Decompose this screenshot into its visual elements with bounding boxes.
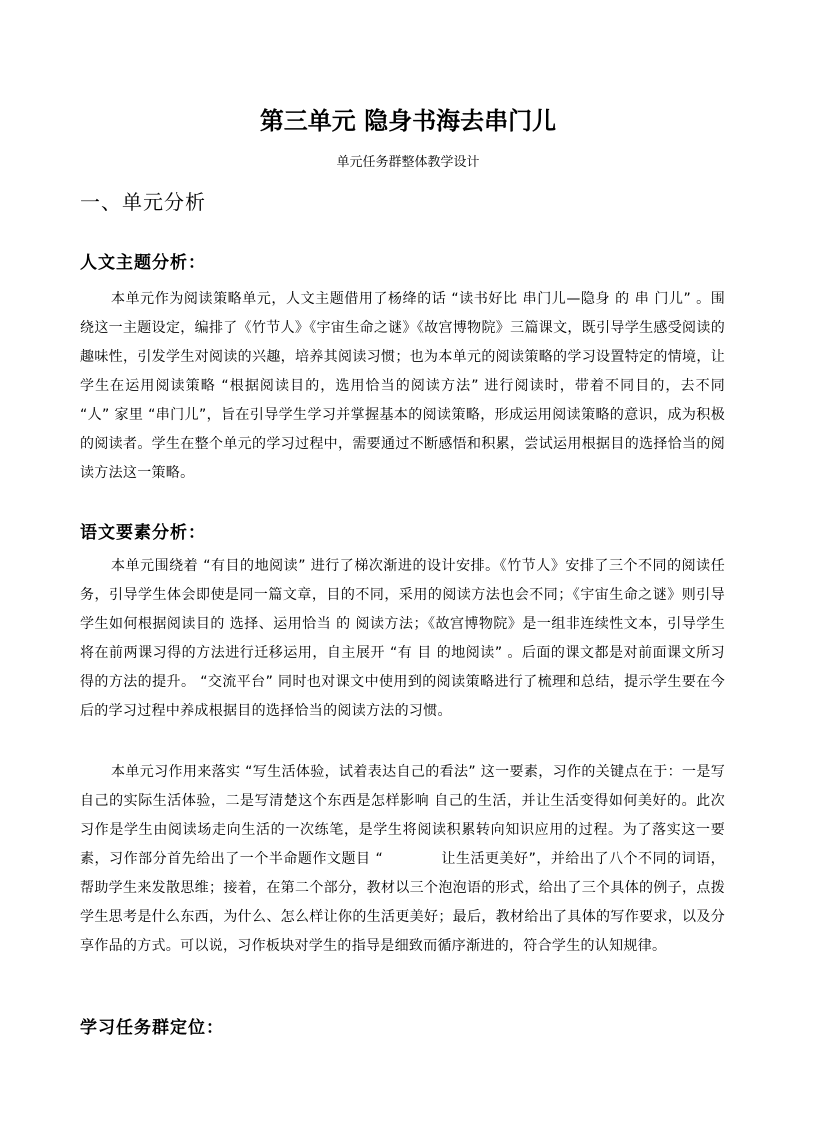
section-heading-unit-analysis: 一、单元分析 xyxy=(80,190,206,214)
paragraph-reading-strategy: 本单元围绕着 “有目的地阅读” 进行了梯次渐进的设计安排。《竹节人》安排了三个不同的阅读任务，引导学生体会即使是同一篇文章，目的不同，采用的阅读方法也会不同；《宇宙生命之谜》则引导学生如何根据阅读目的 选择、运用恰当 的 阅读方法；《故宫博物院》是一组非连续性文本，引导学生将在前两课习得的方法进行迁移运用，自主展开 “有 目 的地阅读” 。后面的课文都是对前面课文所习得的方法的提升。 “交流平台” 同时也对课文中使用到的阅读策略进行了梳理和总结，提示学生要在今后的学习过程中养成根据目的选择恰当的阅读方法的习惯。 xyxy=(80,558,725,719)
subsection-heading-language-elements: 语文要素分析： xyxy=(80,523,206,543)
paragraph-humanistic-theme: 本单元作为阅读策略单元，人文主题借用了杨绛的话 “读书好比 串门儿—隐身 的 串 门儿” 。围绕这一主题设定，编排了《竹节人》《宇宙生命之谜》《故宫博物院》三篇课文，既引导学生感受阅读的趣味性，引发学生对阅读的兴趣，培养其阅读习惯；也为本单元的阅读策略的学习设置特定的情境，让学生在运用阅读策略 “根据阅读目的，选用恰当的阅读方法” 进行阅读时，带着不同目的，去不同 “人” 家里 “串门儿”，旨在引导学生学习并掌握基本的阅读策略，形成运用阅读策略的意识，成为积极的阅读者。学生在整个单元的学习过程中，需要通过不断感悟和积累，尝试运用根据目的选择恰当的阅读方法这一策略。 xyxy=(80,291,725,481)
subsection-heading-task-group-positioning: 学习任务群定位： xyxy=(80,1018,224,1038)
document-subtitle: 单元任务群整体教学设计 xyxy=(336,155,480,170)
subsection-heading-humanistic-theme: 人文主题分析： xyxy=(80,253,206,273)
document-title: 第三单元 隐身书海去串门儿 xyxy=(259,107,557,135)
paragraph-writing-task: 本单元习作用来落实 “写生活体验，试着表达自己的看法” 这一要素，习作的关键点在于：一是写自己的实际生活体验，二是写清楚这个东西是怎样影响 自己的生活，并让生活变得如何美好的。此次习作是学生由阅读场走向生活的一次练笔，是学生将阅读积累转向知识应用的过程。为了落实这一要素，习作部分首先给出了一个半命题作文题目 “ 让生活更美好”，并给出了八个不同的词语，帮助学生来发散思维；接着，在第二个部分，教材以三个泡泡语的形式，给出了三个具体的例子，点拨学生思考是什么东西，为什么、怎么样让你的生活更美好；最后，教材给出了具体的写作要求，以及分享作品的方式。可以说，习作板块对学生的指导是细致而循序渐进的，符合学生的认知规律。 xyxy=(80,764,725,954)
